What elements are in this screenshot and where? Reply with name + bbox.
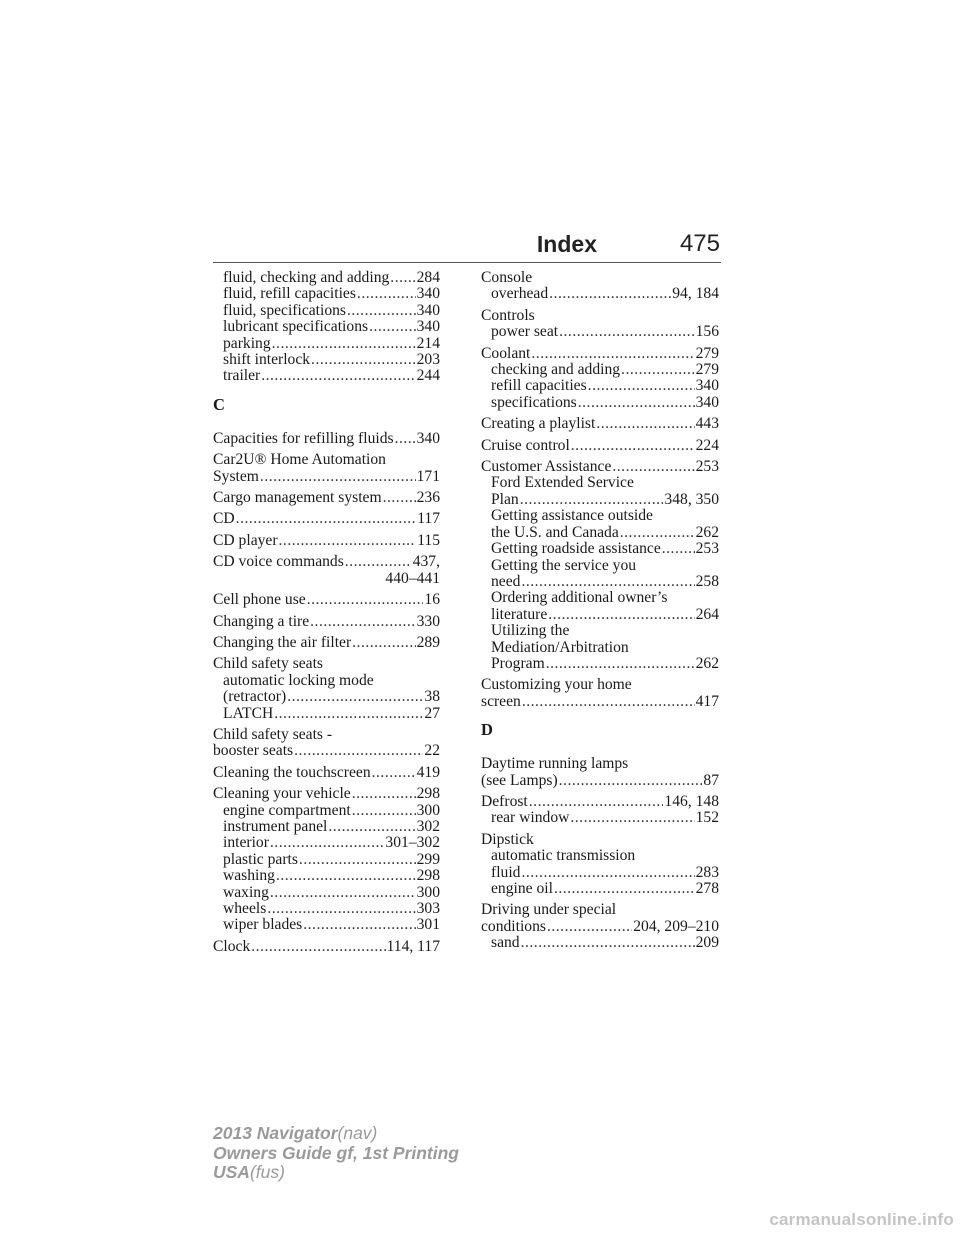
index-term-text: Defrost bbox=[481, 792, 528, 810]
page-ref: 279 bbox=[695, 344, 719, 362]
index-term-text: conditions bbox=[481, 917, 546, 935]
index-term-text: Customer Assistance bbox=[481, 458, 612, 476]
dot-leader bbox=[559, 324, 694, 340]
index-term-text: trailer bbox=[223, 367, 261, 385]
page-ref: 298 bbox=[416, 867, 440, 885]
index-subentry bbox=[481, 558, 719, 574]
page-ref: 224 bbox=[695, 436, 719, 454]
page-ref: 340 bbox=[416, 429, 440, 447]
index-term-text: overhead bbox=[491, 285, 549, 303]
index-term bbox=[481, 756, 719, 772]
index-term-text: Changing a tire bbox=[213, 612, 310, 630]
dot-leader bbox=[251, 939, 385, 955]
index-entry bbox=[481, 794, 719, 827]
page-ref: 301 bbox=[416, 916, 440, 934]
index-term bbox=[213, 452, 440, 468]
index-term-text: Child safety seats - bbox=[213, 725, 333, 743]
index-term-text: CD voice commands bbox=[213, 553, 344, 571]
dot-leader bbox=[612, 459, 694, 475]
index-term-text: lubricant specifications bbox=[223, 318, 369, 336]
page-ref: 114, 117 bbox=[386, 937, 440, 955]
index-term-text: literature bbox=[491, 605, 548, 623]
index-term-text: the U.S. and Canada bbox=[491, 523, 619, 541]
index-term bbox=[213, 431, 440, 447]
page-ref: 417 bbox=[695, 692, 719, 710]
page-ref: 209 bbox=[695, 934, 719, 952]
index-term bbox=[481, 773, 719, 789]
index-subentry bbox=[481, 881, 719, 897]
index-subentry bbox=[481, 362, 719, 378]
index-term-text: washing bbox=[223, 867, 275, 885]
dot-leader bbox=[272, 336, 416, 352]
dot-leader bbox=[621, 362, 695, 378]
footer-region-line bbox=[213, 1163, 459, 1183]
index-term-text: Changing the air filter bbox=[213, 633, 352, 651]
index-entry bbox=[481, 346, 719, 412]
index-subentry bbox=[481, 810, 719, 826]
index-term-text: Program bbox=[491, 654, 545, 672]
dot-leader bbox=[287, 689, 423, 705]
page-ref: 258 bbox=[695, 572, 719, 590]
index-subentry bbox=[481, 541, 719, 557]
index-entry bbox=[213, 554, 440, 587]
index-subentry bbox=[213, 852, 440, 868]
page-ref: 253 bbox=[695, 458, 719, 476]
index-term bbox=[213, 490, 440, 506]
index-entry bbox=[481, 677, 719, 710]
index-term-text: CD bbox=[213, 510, 235, 528]
dot-leader bbox=[522, 694, 695, 710]
page-ref: 262 bbox=[695, 523, 719, 541]
index-subentry bbox=[481, 935, 719, 951]
index-subentry bbox=[481, 395, 719, 411]
index-term-text: wheels bbox=[223, 900, 267, 917]
dot-leader bbox=[559, 773, 703, 789]
dot-leader bbox=[357, 286, 416, 302]
dot-leader bbox=[390, 270, 415, 286]
footer-model-line bbox=[213, 1124, 459, 1144]
index-term-text: Console bbox=[481, 269, 533, 286]
watermark: carmanualsonline.info bbox=[769, 1210, 954, 1229]
index-term-text: engine oil bbox=[491, 880, 553, 897]
index-term bbox=[481, 694, 719, 710]
index-term-text: Cell phone use bbox=[213, 591, 306, 609]
index-entry bbox=[213, 727, 440, 760]
index-term-text: fluid, refill capacities bbox=[223, 285, 356, 303]
dot-leader bbox=[554, 881, 695, 897]
index-term-text: Getting assistance outside bbox=[491, 507, 653, 525]
page-ref: 16 bbox=[424, 591, 440, 609]
page-ref: 253 bbox=[695, 540, 719, 558]
footer-model: 2013 Navigator bbox=[213, 1123, 338, 1143]
page-ref: 22 bbox=[424, 742, 440, 760]
index-entry bbox=[213, 592, 440, 608]
index-term bbox=[213, 765, 440, 781]
page-ref: 340 bbox=[695, 393, 719, 411]
index-subentry bbox=[213, 319, 440, 335]
page-ref: 300 bbox=[416, 883, 440, 901]
index-term-text: parking bbox=[223, 334, 271, 352]
page-ref: 440–441 bbox=[385, 569, 440, 587]
dot-leader bbox=[294, 743, 423, 759]
index-entry bbox=[213, 490, 440, 506]
index-term-text: Daytime running lamps bbox=[481, 755, 629, 773]
dot-leader bbox=[307, 592, 424, 608]
index-entry bbox=[481, 902, 719, 951]
index-term-text: Cleaning the touchscreen bbox=[213, 763, 371, 781]
index-term-text: Getting the service you bbox=[491, 556, 637, 574]
page-ref: 303 bbox=[416, 900, 440, 917]
index-term bbox=[213, 592, 440, 608]
index-subentry bbox=[213, 673, 440, 689]
index-term-text: need bbox=[491, 572, 521, 590]
index-term bbox=[213, 743, 440, 759]
page-ref: 340 bbox=[416, 285, 440, 303]
page-ref: 289 bbox=[416, 633, 440, 651]
index-entry bbox=[481, 756, 719, 789]
dot-leader bbox=[270, 835, 385, 851]
dot-leader bbox=[548, 607, 694, 623]
page-ref: 262 bbox=[695, 654, 719, 672]
index-term-text: engine compartment bbox=[223, 801, 351, 819]
index-term bbox=[481, 832, 719, 848]
page-ref: 284 bbox=[416, 269, 440, 286]
index-entry bbox=[213, 452, 440, 485]
index-term-text: power seat bbox=[491, 323, 559, 341]
dot-leader bbox=[345, 554, 412, 570]
index-term-text: plastic parts bbox=[223, 850, 298, 868]
index-term bbox=[481, 794, 719, 810]
index-entry bbox=[481, 832, 719, 898]
index-term-text: LATCH bbox=[223, 704, 274, 722]
dot-leader bbox=[588, 378, 695, 394]
footer-guide: Owners Guide gf, 1st Printing bbox=[213, 1142, 459, 1163]
page-ref: 87 bbox=[703, 771, 719, 789]
page-ref: 115 bbox=[417, 531, 440, 549]
index-term-text: Creating a playlist bbox=[481, 415, 596, 433]
page-ref: 278 bbox=[695, 880, 719, 897]
dot-leader bbox=[578, 395, 695, 411]
index-term bbox=[481, 677, 719, 693]
index-subentry bbox=[213, 368, 440, 384]
dot-leader bbox=[520, 492, 664, 508]
index-term bbox=[213, 554, 440, 570]
index-term-text: Getting roadside assistance bbox=[491, 540, 661, 558]
index-subentry bbox=[481, 656, 719, 672]
index-subentry bbox=[481, 623, 719, 639]
index-term bbox=[481, 416, 719, 432]
index-term bbox=[481, 308, 719, 324]
index-subentry bbox=[481, 574, 719, 590]
index-page-continuation bbox=[213, 571, 440, 587]
page-ref: 27 bbox=[424, 704, 440, 722]
index-entry bbox=[213, 786, 440, 934]
index-subentry bbox=[213, 706, 440, 722]
index-term-text: Capacities for refilling fluids bbox=[213, 429, 394, 447]
index-subentry bbox=[213, 917, 440, 933]
index-entry bbox=[481, 438, 719, 454]
index-entry bbox=[213, 765, 440, 781]
index-letter-heading: D bbox=[481, 720, 493, 740]
index-term-text: Coolant bbox=[481, 344, 531, 362]
index-term-text: Child safety seats bbox=[213, 655, 324, 673]
dot-leader bbox=[369, 319, 416, 335]
index-term bbox=[213, 614, 440, 630]
dot-leader bbox=[347, 303, 416, 319]
index-term-text: Cruise control bbox=[481, 436, 570, 454]
page-ref: 340 bbox=[416, 318, 440, 336]
index-entry bbox=[481, 416, 719, 432]
dot-leader bbox=[596, 416, 694, 432]
dot-leader bbox=[531, 346, 694, 362]
index-term-text: Driving under special bbox=[481, 901, 617, 919]
index-term-text: CD player bbox=[213, 531, 278, 549]
page-ref: 146, 148 bbox=[664, 792, 719, 810]
index-subentry bbox=[213, 868, 440, 884]
dot-leader bbox=[311, 352, 416, 368]
page-ref: 279 bbox=[695, 361, 719, 379]
index-subentry bbox=[213, 286, 440, 302]
page-ref: 298 bbox=[416, 785, 440, 803]
dot-leader bbox=[260, 469, 416, 485]
index-term-text: System bbox=[213, 467, 259, 485]
footer-model-code: (nav) bbox=[337, 1123, 378, 1143]
index-term-text: wiper blades bbox=[223, 916, 303, 934]
index-subentry bbox=[213, 336, 440, 352]
page-ref: 152 bbox=[695, 809, 719, 827]
index-term-text: Mediation/Arbitration bbox=[491, 638, 629, 656]
dot-leader bbox=[310, 614, 415, 630]
page-ref: 330 bbox=[416, 612, 440, 630]
dot-leader bbox=[236, 511, 417, 527]
dot-leader bbox=[521, 574, 694, 590]
index-column-left bbox=[213, 270, 440, 960]
page-ref: 283 bbox=[695, 863, 719, 881]
dot-leader bbox=[521, 865, 694, 881]
page-ref: 214 bbox=[416, 334, 440, 352]
index-term-text: sand bbox=[491, 934, 520, 952]
index-subentry bbox=[213, 303, 440, 319]
footer-region: USA bbox=[213, 1162, 250, 1182]
index-term-text: screen bbox=[481, 692, 521, 710]
index-subentry bbox=[481, 378, 719, 394]
footer bbox=[213, 1124, 459, 1183]
index-term bbox=[213, 656, 440, 672]
index-subentry bbox=[213, 885, 440, 901]
index-term-text: (retractor) bbox=[223, 688, 287, 706]
index-letter-heading: C bbox=[213, 394, 225, 414]
index-entry bbox=[481, 270, 719, 303]
dot-leader bbox=[547, 919, 632, 935]
index-term-text: (see Lamps) bbox=[481, 771, 558, 789]
dot-leader bbox=[303, 917, 415, 933]
page-ref: 264 bbox=[695, 605, 719, 623]
index-term bbox=[481, 459, 719, 475]
dot-leader bbox=[267, 901, 415, 917]
index-entry bbox=[213, 270, 440, 385]
page-ref: 419 bbox=[416, 763, 440, 781]
dot-leader bbox=[529, 794, 664, 810]
index-term-text: Plan bbox=[491, 490, 519, 508]
section-title: Index bbox=[536, 231, 597, 257]
index-term-text: Ordering additional owner’s bbox=[491, 589, 668, 607]
index-term bbox=[213, 533, 440, 549]
dot-leader bbox=[521, 935, 695, 951]
dot-leader bbox=[546, 656, 695, 672]
index-entry bbox=[213, 635, 440, 651]
index-term-text: fluid, specifications bbox=[223, 301, 346, 319]
page-ref: 38 bbox=[424, 688, 440, 706]
index-term-text: Utilizing the bbox=[491, 622, 570, 640]
index-entry bbox=[213, 533, 440, 549]
index-term-text: Cleaning your vehicle bbox=[213, 785, 351, 803]
dot-leader bbox=[274, 706, 423, 722]
index-subentry bbox=[481, 865, 719, 881]
dot-leader bbox=[662, 541, 695, 557]
dot-leader bbox=[328, 819, 415, 835]
dot-leader bbox=[352, 803, 416, 819]
page-ref: 204, 209–210 bbox=[633, 917, 719, 935]
dot-leader bbox=[383, 490, 416, 506]
index-term-text: interior bbox=[223, 834, 269, 852]
index-term bbox=[213, 727, 440, 743]
page-ref: 340 bbox=[416, 301, 440, 319]
page-ref: 244 bbox=[416, 367, 440, 385]
index-subentry bbox=[481, 475, 719, 491]
page-ref: 203 bbox=[416, 351, 440, 369]
index-subentry bbox=[481, 508, 719, 524]
page-ref: 443 bbox=[695, 415, 719, 433]
page-ref: 299 bbox=[416, 850, 440, 868]
dot-leader bbox=[352, 786, 416, 802]
page-ref: 171 bbox=[416, 467, 440, 485]
index-term bbox=[481, 919, 719, 935]
index-term-text: refill capacities bbox=[491, 377, 587, 395]
index-entry bbox=[213, 939, 440, 955]
index-subentry bbox=[481, 324, 719, 340]
index-term bbox=[213, 635, 440, 651]
index-subentry bbox=[481, 286, 719, 302]
dot-leader bbox=[276, 868, 416, 884]
index-entry bbox=[213, 656, 440, 722]
dot-leader bbox=[549, 286, 671, 302]
index-subentry bbox=[481, 525, 719, 541]
index-entry bbox=[213, 614, 440, 630]
index-term bbox=[481, 438, 719, 454]
index-term-text: Clock bbox=[213, 937, 251, 955]
dot-leader bbox=[620, 525, 695, 541]
dot-leader bbox=[270, 885, 416, 901]
index-subentry bbox=[213, 270, 440, 286]
index-term-text: fluid bbox=[491, 863, 521, 881]
dot-leader bbox=[395, 431, 416, 447]
index-subentry bbox=[481, 640, 719, 656]
index-entry bbox=[481, 308, 719, 341]
dot-leader bbox=[299, 852, 416, 868]
index-entry bbox=[213, 431, 440, 447]
index-term-text: Customizing your home bbox=[481, 676, 632, 694]
index-subentry bbox=[481, 590, 719, 606]
index-term-text: Ford Extended Service bbox=[491, 474, 634, 492]
page-ref: 302 bbox=[416, 817, 440, 835]
dot-leader bbox=[570, 810, 694, 826]
index-subentry bbox=[213, 901, 440, 917]
index-entry bbox=[213, 511, 440, 527]
dot-leader bbox=[261, 368, 415, 384]
index-term bbox=[213, 786, 440, 802]
index-entry bbox=[481, 459, 719, 672]
page-ref: 340 bbox=[695, 377, 719, 395]
page-ref: 94, 184 bbox=[672, 285, 719, 303]
dot-leader bbox=[279, 533, 417, 549]
index-subentry bbox=[213, 835, 440, 851]
index-subentry bbox=[213, 689, 440, 705]
page-ref: 156 bbox=[695, 323, 719, 341]
index-term bbox=[481, 346, 719, 362]
index-term-text: automatic transmission bbox=[491, 847, 636, 865]
index-term-text: Controls bbox=[481, 306, 535, 324]
index-term-text: fluid, checking and adding bbox=[223, 269, 390, 286]
page-number: 475 bbox=[679, 230, 720, 257]
page-header bbox=[213, 226, 721, 263]
index-term-text: rear window bbox=[491, 809, 570, 827]
index-term-text: waxing bbox=[223, 883, 269, 901]
index-term-text: Car2U® Home Automation bbox=[213, 451, 386, 469]
index-subentry bbox=[481, 492, 719, 508]
dot-leader bbox=[372, 765, 416, 781]
index-term-text: booster seats bbox=[213, 742, 294, 760]
index-term-text: Dipstick bbox=[481, 830, 534, 848]
index-subentry bbox=[481, 607, 719, 623]
index-term bbox=[213, 511, 440, 527]
index-term bbox=[213, 469, 440, 485]
dot-leader bbox=[352, 635, 415, 651]
index-subentry bbox=[213, 803, 440, 819]
index-subentry bbox=[213, 819, 440, 835]
page-ref: 348, 350 bbox=[664, 490, 719, 508]
index-term-text: checking and adding bbox=[491, 361, 621, 379]
index-term bbox=[481, 270, 719, 286]
index-subentry bbox=[213, 352, 440, 368]
page-ref: 117 bbox=[417, 510, 440, 528]
page-ref: 300 bbox=[416, 801, 440, 819]
page-ref: 437, bbox=[412, 553, 440, 571]
index-column-right bbox=[481, 270, 719, 957]
index-term-text: specifications bbox=[491, 393, 577, 411]
index-term-text: Cargo management system bbox=[213, 489, 382, 507]
page-ref: 236 bbox=[416, 489, 440, 507]
index-term-text: shift interlock bbox=[223, 351, 311, 369]
index-term bbox=[481, 902, 719, 918]
index-subentry bbox=[481, 848, 719, 864]
index-term bbox=[213, 939, 440, 955]
footer-region-code: (fus) bbox=[249, 1162, 285, 1182]
dot-leader bbox=[571, 438, 695, 454]
index-term-text: instrument panel bbox=[223, 817, 328, 835]
page-ref: 301–302 bbox=[385, 834, 440, 852]
index-term-text: automatic locking mode bbox=[223, 671, 374, 689]
